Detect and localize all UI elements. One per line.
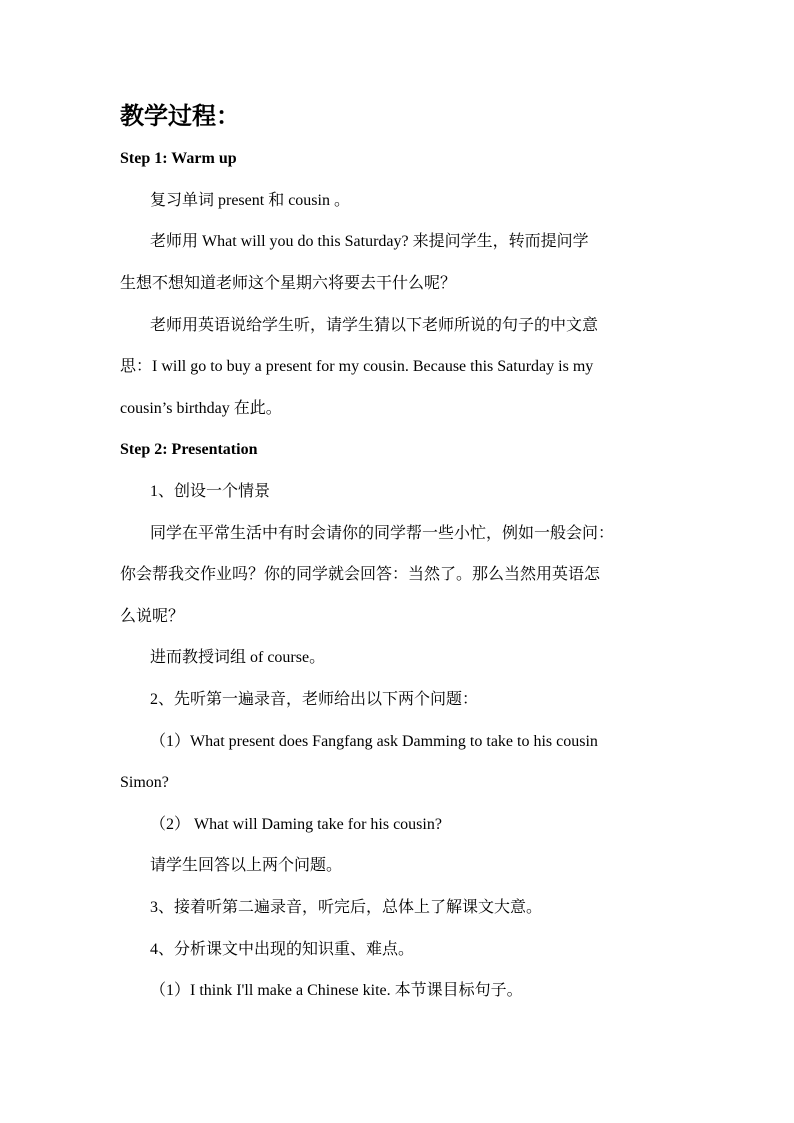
step1-heading: Step 1: Warm up — [120, 150, 237, 167]
list-item-1: 1、创设一个情景 — [150, 483, 271, 500]
question-2: （2） What will Daming take for his cousin? — [150, 816, 442, 833]
paragraph-1-line-1: 老师用 What will you do this Saturday? 来提问学生，转而提问学 — [150, 233, 589, 250]
paragraph-1-line-2: 生想不想知道老师这个星期六将要去干什么呢？ — [120, 275, 457, 292]
paragraph-2-line-1: 老师用英语说给学生听，请学生猜以下老师所说的句子的中文意 — [150, 317, 599, 334]
list-item-3: 3、接着听第二遍录音，听完后，总体上了解课文大意。 — [150, 899, 543, 916]
key-point-1: （1）I think I'll make a Chinese kite. 本节课目标句子。 — [150, 982, 523, 999]
question-1-line-1: （1）What present does Fangfang ask Damming to take to his cousin — [150, 733, 598, 750]
page-title: 教学过程： — [120, 104, 240, 130]
review-words-line: 复习单词 present 和 cousin 。 — [150, 192, 350, 209]
step2-heading: Step 2: Presentation — [120, 441, 258, 458]
paragraph-3-line-2: 你会帮我交作业吗？你的同学就会回答：当然了。那么当然用英语怎 — [120, 566, 601, 583]
paragraph-2-line-3: cousin’s birthday 在此。 — [120, 400, 282, 417]
paragraph-3-line-1: 同学在平常生活中有时会请你的同学帮一些小忙，例如一般会问： — [150, 525, 615, 542]
paragraph-3-line-3: 么说呢？ — [120, 608, 185, 625]
list-item-4: 4、分析课文中出现的知识重、难点。 — [150, 941, 415, 958]
teach-phrase-line: 进而教授词组 of course。 — [150, 649, 326, 666]
answer-instruction: 请学生回答以上两个问题。 — [150, 857, 343, 874]
question-1-line-2: Simon? — [120, 774, 169, 791]
list-item-2: 2、先听第一遍录音，老师给出以下两个问题： — [150, 691, 479, 708]
paragraph-2-line-2: 思：I will go to buy a present for my cousin. Because this Saturday is my — [120, 358, 594, 375]
